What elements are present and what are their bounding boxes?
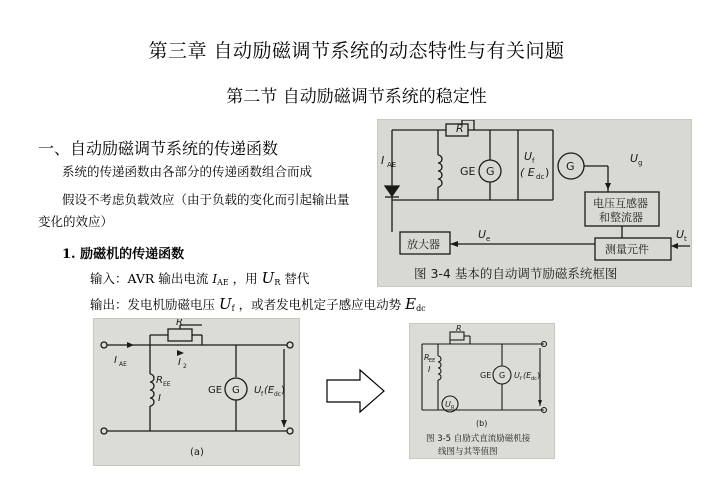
input-mid: ，用 — [232, 271, 258, 286]
output-line — [90, 295, 426, 313]
output-sub-f: f — [231, 304, 235, 313]
fig35b-uf: U — [514, 371, 520, 380]
output-mid: ，或者发电机定子感应电动势 — [238, 297, 402, 312]
fig35a-edc-sub: dc — [274, 391, 282, 398]
figure-3-5a-photo — [93, 318, 300, 466]
fig34-r-label: R — [456, 122, 464, 135]
fig35a-iae-sub: AE — [119, 361, 127, 368]
fig35a-r: R — [176, 319, 183, 328]
section-title: 第二节 自动励磁调节系统的稳定性 — [226, 87, 487, 107]
input-sub-ae: AE — [217, 278, 229, 287]
fig35a-edc: (E — [264, 385, 275, 396]
fig35b-ge: GE — [480, 371, 492, 380]
fig34-ug-sub: g — [638, 159, 643, 167]
fig35b-label: (b) — [476, 419, 488, 428]
input-var-ur: U — [261, 269, 275, 287]
output-sub-dc: dc — [416, 304, 426, 313]
fig35b-ur: U — [445, 400, 451, 409]
fig35a-g: G — [232, 385, 240, 396]
input-var-iae: I — [212, 272, 218, 286]
fig34-amplifier: 放大器 — [407, 238, 440, 251]
input-suffix: 替代 — [284, 271, 310, 286]
output-var-edc: E — [405, 295, 417, 313]
fig35b-caption-2: 线图与其等值图 — [438, 447, 498, 457]
paragraph-1: 系统的传递函数由各部分的传递函数组合而成 — [62, 164, 313, 179]
fig34-uf-sub: f — [532, 157, 535, 165]
fig34-caption: 图 3-4 基本的自动调节励磁系统框图 — [414, 266, 618, 281]
paragraph-2: 假设不考虑负载效应（由于负载的变化而引起输出量 — [62, 192, 350, 207]
fig35a-edc-close: ) — [281, 385, 285, 396]
fig34-ue-sub: e — [486, 235, 491, 243]
fig35b-edc-sub: dc — [531, 376, 537, 382]
fig35b-uf-sub: f — [520, 376, 522, 382]
fig35b-edc: (E — [523, 371, 532, 380]
fig34-edc-sub: dc — [536, 173, 545, 181]
fig35a-iae: I — [114, 355, 117, 366]
fig35a-ge: GE — [208, 385, 223, 396]
fig34-ut-label: U — [676, 228, 685, 241]
fig34-ue-label: U — [478, 228, 487, 241]
output-prefix: 输出：发电机励磁电压 — [90, 297, 216, 312]
fig35a-uf-sub: f — [261, 391, 264, 398]
figure-3-5a-diagram — [94, 319, 301, 467]
fig34-edc-label: ( E — [520, 166, 535, 179]
fig34-edc-close: ) — [545, 166, 550, 179]
fig34-ug-label: U — [630, 152, 639, 165]
fig34-measure: 测量元件 — [605, 243, 649, 256]
input-line — [90, 269, 309, 287]
fig35a-uf: U — [254, 385, 262, 396]
fig35b-g: G — [499, 371, 506, 380]
fig34-transformer-2: 和整流器 — [599, 211, 643, 224]
fig35b-caption-1: 图 3-5 自励式直流励磁机接 — [426, 434, 531, 444]
figure-3-5b-photo — [409, 323, 555, 459]
input-sub-r: R — [274, 278, 281, 287]
fig34-transformer-1: 电压互感器 — [593, 197, 648, 210]
fig35b-ree-sub: EE — [429, 358, 436, 364]
input-prefix: 输入：AVR 输出电流 — [90, 271, 209, 286]
fig35b-r: R — [456, 324, 462, 333]
chapter-title: 第三章 自动励磁调节系统的动态特性与有关问题 — [148, 40, 565, 62]
fig35a-ree: R — [156, 375, 163, 386]
heading-exciter-transfer-function: 1. 励磁机的传递函数 — [62, 247, 185, 262]
fig34-ut-sub: t — [684, 235, 687, 243]
fig35a-label: (a) — [190, 447, 204, 458]
fig34-g-gen: G — [566, 160, 575, 173]
heading-transfer-function: 一、自动励磁调节系统的传递函数 — [38, 139, 279, 158]
fig35a-i: I — [158, 393, 161, 404]
fig34-uf-label: U — [524, 150, 533, 163]
figure-3-4-photo — [377, 119, 692, 287]
fig35b-ur-sub: R — [451, 405, 455, 411]
output-var-uf: U — [219, 295, 232, 313]
fig35b-ree: R — [424, 353, 430, 362]
fig34-g-small: G — [486, 165, 495, 178]
fig35a-i2: I — [178, 357, 181, 368]
fig34-iae-sub: AE — [387, 161, 397, 169]
figure-3-5b-diagram — [410, 324, 556, 460]
fig35b-i: I — [428, 365, 431, 374]
figure-3-4-diagram — [378, 120, 693, 288]
fig35b-edc-close: ) — [537, 371, 541, 380]
right-arrow-icon — [326, 368, 386, 414]
fig35a-ree-sub: EE — [163, 381, 171, 388]
fig35a-i2-sub: 2 — [183, 363, 187, 370]
paragraph-3: 变化的效应） — [38, 214, 114, 229]
fig34-iae-label: I — [381, 154, 385, 167]
fig34-ge-label: GE — [460, 165, 476, 178]
